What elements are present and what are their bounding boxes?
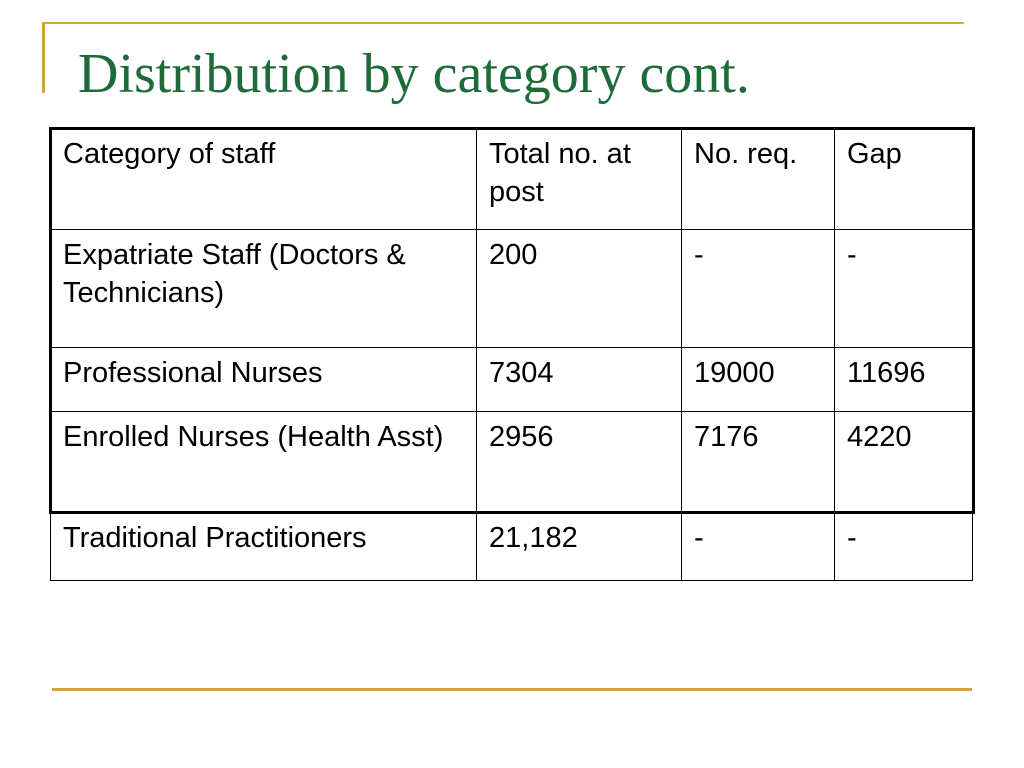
cell-gap: 4220 <box>835 412 973 513</box>
cell-category: Enrolled Nurses (Health Asst) <box>51 412 477 513</box>
header-total: Total no. at post <box>477 129 682 230</box>
staff-distribution-table <box>50 128 973 581</box>
table-row <box>51 230 973 348</box>
cell-category: Expatriate Staff (Doctors & Technicians) <box>51 230 477 348</box>
cell-gap: - <box>835 230 973 348</box>
cell-required: - <box>682 513 835 581</box>
top-accent-line <box>42 22 964 24</box>
cell-required: 19000 <box>682 348 835 412</box>
cell-required: - <box>682 230 835 348</box>
table-row <box>51 513 973 581</box>
cell-gap: - <box>835 513 973 581</box>
table-header-row <box>51 129 973 230</box>
header-category: Category of staff <box>51 129 477 230</box>
left-accent-line <box>42 22 45 93</box>
cell-category: Professional Nurses <box>51 348 477 412</box>
slide-title: Distribution by category cont. <box>78 43 750 105</box>
cell-total: 2956 <box>477 412 682 513</box>
cell-required: 7176 <box>682 412 835 513</box>
table-row <box>51 412 973 513</box>
header-required: No. req. <box>682 129 835 230</box>
cell-total: 21,182 <box>477 513 682 581</box>
header-gap: Gap <box>835 129 973 230</box>
cell-gap: 11696 <box>835 348 973 412</box>
cell-total: 200 <box>477 230 682 348</box>
bottom-accent-line <box>52 688 972 691</box>
cell-total: 7304 <box>477 348 682 412</box>
cell-category: Traditional Practitioners <box>51 513 477 581</box>
table-row <box>51 348 973 412</box>
